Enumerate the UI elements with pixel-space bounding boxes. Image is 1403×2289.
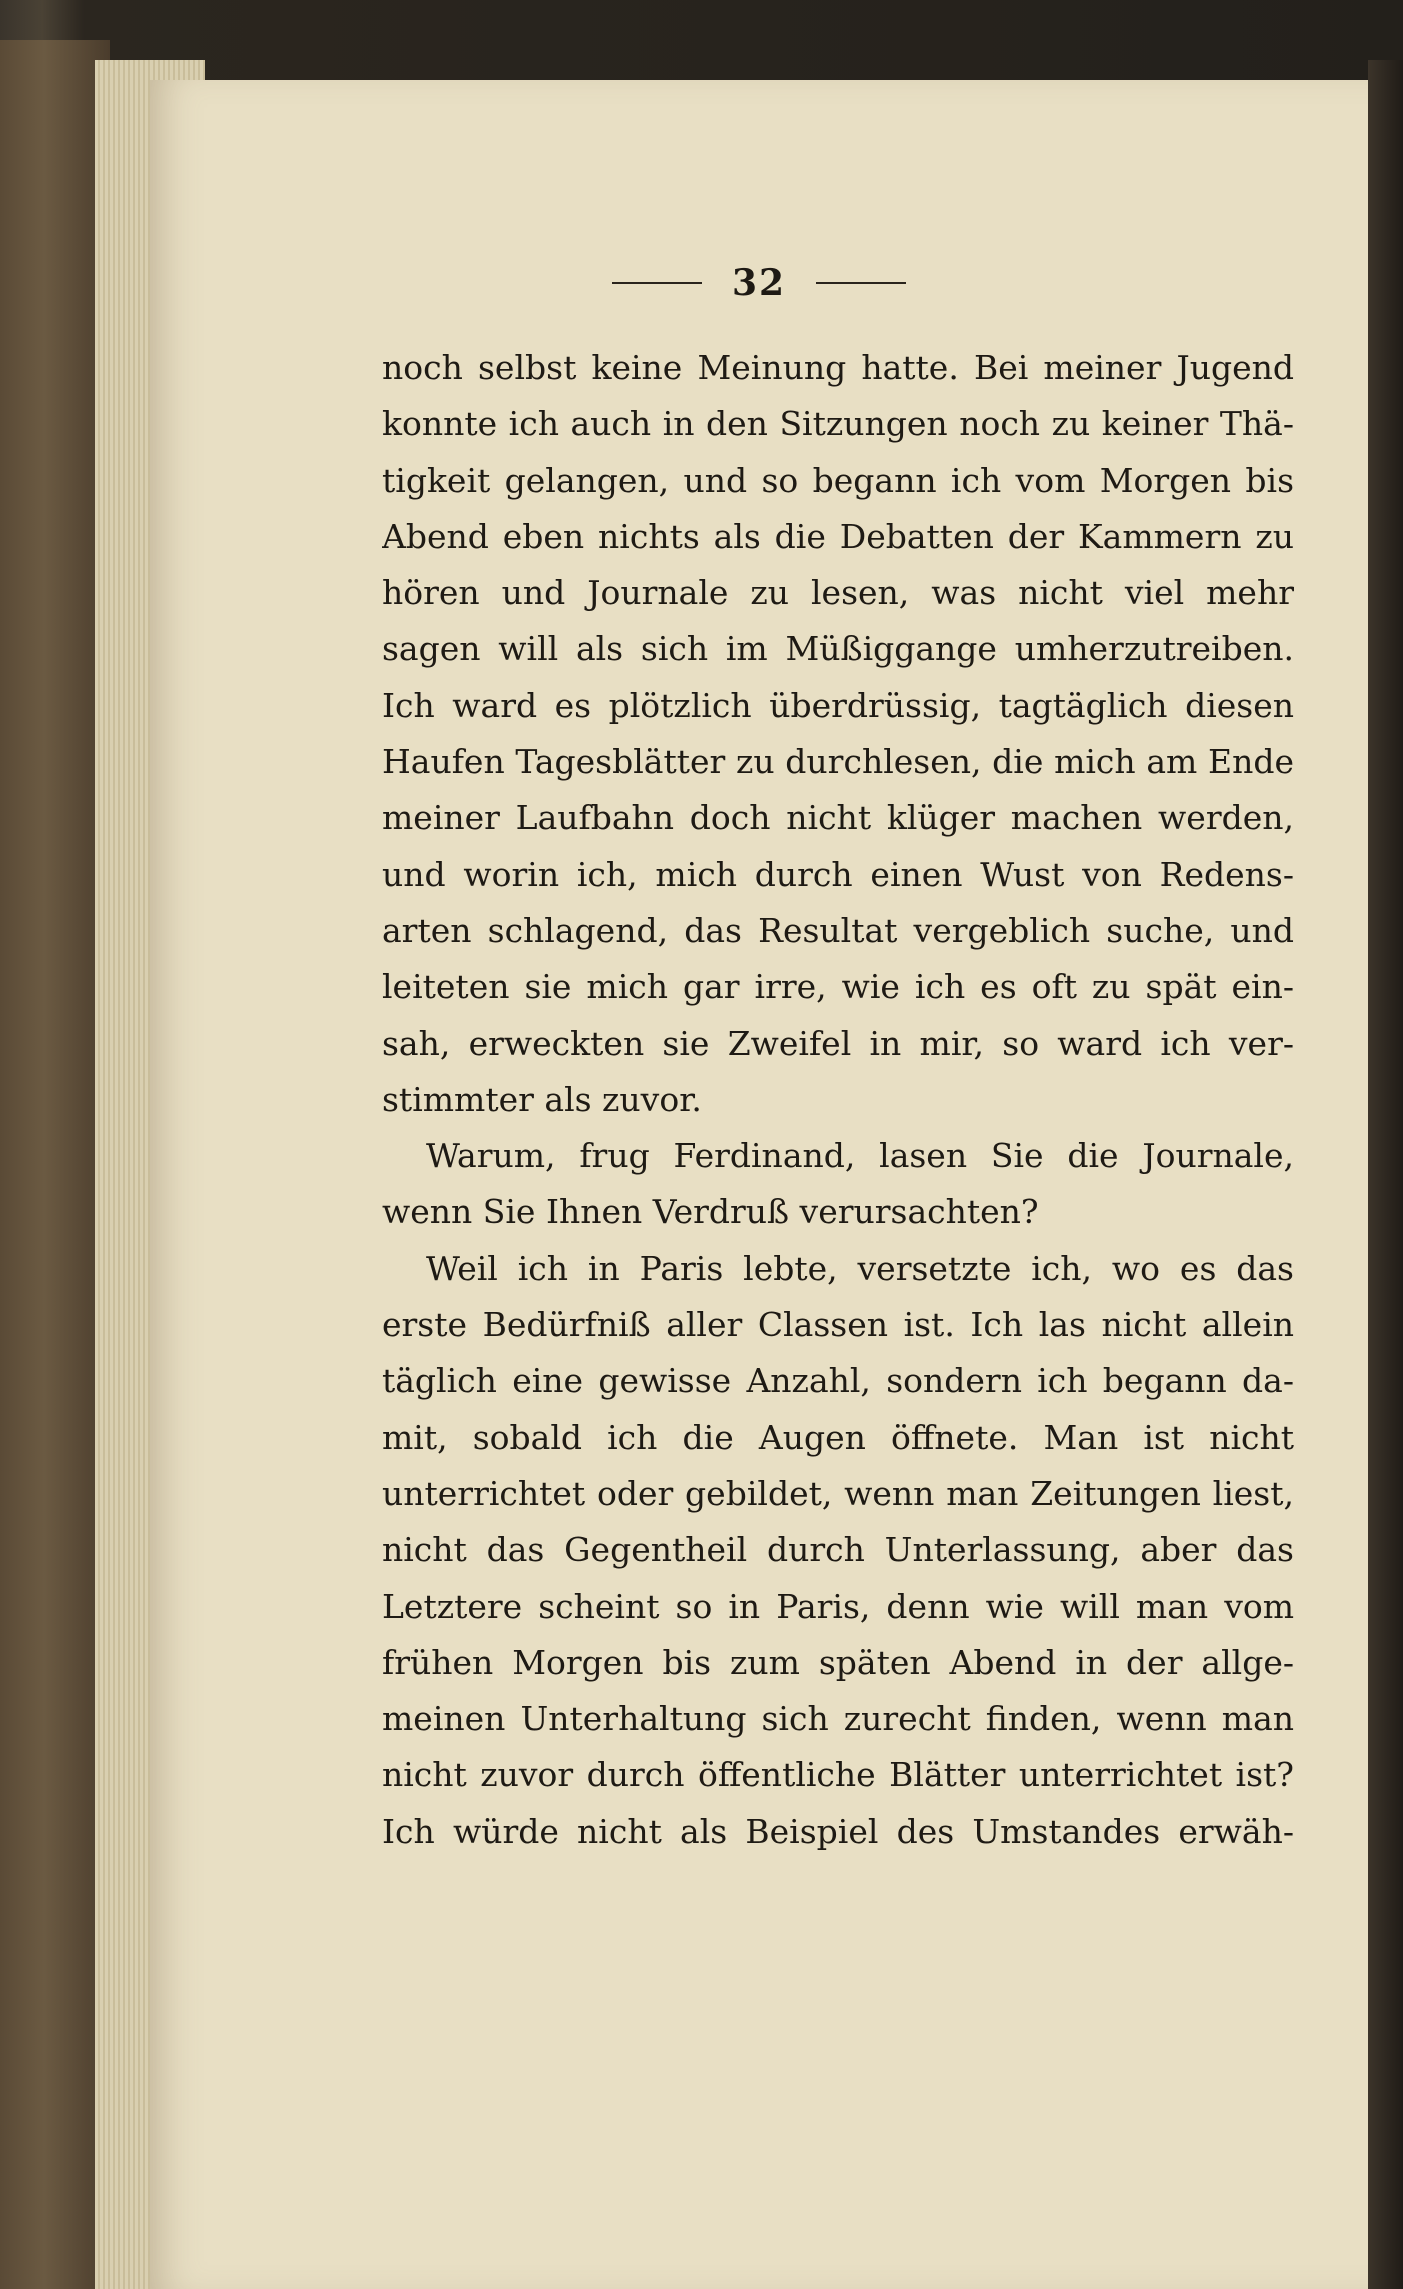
header-rule-left xyxy=(612,282,702,284)
text-line: nicht zuvor durch öffentliche Blätter unterrichtet ist? xyxy=(382,1755,1294,1795)
text-line: wenn Sie Ihnen Verdruß verursachten? xyxy=(382,1192,1039,1232)
text-line: meinen Unterhaltung sich zurecht finden, wenn man xyxy=(382,1699,1294,1739)
right-edge-shadow xyxy=(1368,60,1403,2289)
text-line: leiteten sie mich gar irre, wie ich es oft zu spät ein- xyxy=(382,967,1294,1007)
page-number: 32 xyxy=(731,262,787,304)
text-line: noch selbst keine Meinung hatte. Bei meiner Jugend xyxy=(382,348,1294,387)
body-text xyxy=(382,340,1294,1860)
text-line: nicht das Gegentheil durch Unterlassung, aber das xyxy=(382,1530,1294,1570)
text-line: und worin ich, mich durch einen Wust von Redens- xyxy=(382,854,1294,894)
text-line: mit, sobald ich die Augen öffnete. Man ist nicht xyxy=(382,1417,1294,1457)
text-line: Abend eben nichts als die Debatten der Kammern zu xyxy=(382,516,1294,556)
page-header xyxy=(150,258,1368,308)
text-line: erste Bedürfniß aller Classen ist. Ich las nicht allein xyxy=(382,1305,1294,1345)
text-line: täglich eine gewisse Anzahl, sondern ich begann da- xyxy=(382,1361,1294,1401)
text-line: unterrichtet oder gebildet, wenn man Zeitungen liest, xyxy=(382,1473,1294,1513)
text-line: Haufen Tagesblätter zu durchlesen, die mich am Ende xyxy=(382,742,1294,782)
text-line: sagen will als sich im Müßiggange umherzutreiben. xyxy=(382,629,1294,669)
text-line: frühen Morgen bis zum späten Abend in der allge- xyxy=(382,1642,1294,1682)
text-line: Warum, frug Ferdinand, lasen Sie die Journale, xyxy=(426,1136,1294,1176)
text-line: Letztere scheint so in Paris, denn wie will man vom xyxy=(382,1586,1294,1626)
header-rule-right xyxy=(816,282,906,284)
text-line: konnte ich auch in den Sitzungen noch zu keiner Thä- xyxy=(382,404,1294,444)
text-line: hören und Journale zu lesen, was nicht viel mehr xyxy=(382,573,1294,613)
text-line: arten schlagend, das Resultat vergeblich suche, und xyxy=(382,910,1294,950)
text-line: Ich ward es plötzlich überdrüssig, tagtäglich diesen xyxy=(382,685,1294,725)
text-line: meiner Laufbahn doch nicht klüger machen werden, xyxy=(382,798,1294,838)
text-line: Weil ich in Paris lebte, versetzte ich, wo es das xyxy=(426,1248,1294,1288)
text-line: sah, erweckten sie Zweifel in mir, so ward ich ver- xyxy=(382,1023,1294,1063)
text-line: tigkeit gelangen, und so begann ich vom Morgen bis xyxy=(382,460,1294,500)
book-binding xyxy=(0,40,110,2289)
text-line: Ich würde nicht als Beispiel des Umstandes erwäh- xyxy=(382,1811,1294,1851)
text-line: stimmter als zuvor. xyxy=(382,1079,702,1119)
